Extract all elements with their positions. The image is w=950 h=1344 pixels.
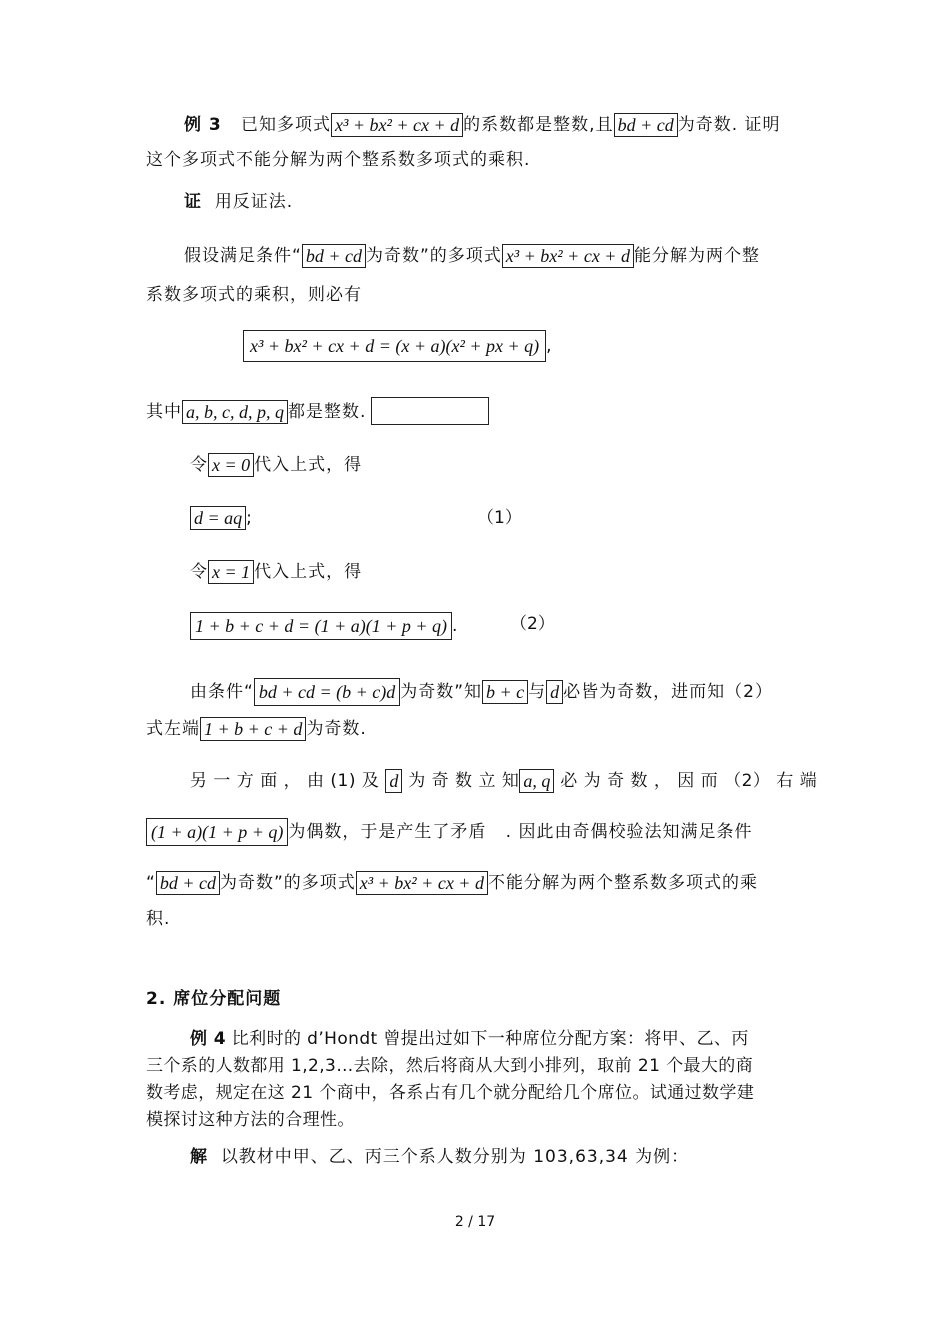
text: 由条件“ bbox=[190, 682, 254, 702]
solution-line bbox=[190, 1145, 689, 1169]
text: 都是整数. bbox=[288, 402, 367, 422]
text: 为奇数”的多项式 bbox=[365, 246, 502, 266]
text: “ bbox=[146, 873, 156, 893]
example3-line2: 这个多项式不能分解为两个整系数多项式的乘积. bbox=[146, 150, 531, 170]
bd-cd-formula: bd + cd bbox=[156, 871, 220, 895]
variables-formula: a, b, c, d, p, q bbox=[182, 400, 288, 424]
text: 必 为 奇 数 ， 因 而 （2） 右 端 bbox=[560, 771, 818, 791]
text: 令 bbox=[190, 562, 208, 582]
text: 为奇数”的多项式 bbox=[219, 873, 356, 893]
substitute-x0-line bbox=[190, 453, 362, 477]
polynomial-formula: x³ + bx² + cx + d bbox=[331, 113, 463, 137]
text: 假设满足条件“ bbox=[184, 246, 302, 266]
proof-label: 证 bbox=[184, 192, 202, 212]
assumption-line2: 系数多项式的乘积，则必有 bbox=[146, 285, 362, 305]
condition-formula: bd + cd = (b + c)d bbox=[254, 678, 400, 706]
integers-line bbox=[146, 400, 366, 424]
punct: ; bbox=[246, 508, 253, 528]
other-side-line2 bbox=[146, 818, 752, 846]
example3-line1 bbox=[184, 113, 781, 137]
right-side-formula: (1 + a)(1 + p + q) bbox=[146, 818, 288, 846]
text: . 因此由奇偶校验法知满足条件 bbox=[505, 822, 753, 842]
text: 代入上式，得 bbox=[254, 455, 363, 475]
equation2-formula: 1 + b + c + d = (1 + a)(1 + p + q) bbox=[190, 612, 452, 640]
polynomial-formula: x³ + bx² + cx + d bbox=[356, 871, 488, 895]
text: 另 一 方 面 ， 由 (1) 及 bbox=[190, 771, 380, 791]
d-formula: d bbox=[385, 769, 402, 793]
text: 不能分解为两个整系数多项式的乘 bbox=[487, 873, 758, 893]
x-equals-0-formula: x = 0 bbox=[208, 453, 254, 477]
bd-cd-formula: bd + cd bbox=[302, 244, 366, 268]
page-number: 2 / 17 bbox=[454, 1214, 496, 1230]
text: 已知多项式 bbox=[240, 115, 331, 135]
example4-line3: 数考虑，规定在这 21 个商中，各系占有几个就分配给几个席位。试通过数学建 bbox=[146, 1083, 755, 1103]
polynomial-formula: x³ + bx² + cx + d bbox=[502, 244, 634, 268]
d-formula: d bbox=[546, 680, 563, 704]
b-plus-c-formula: b + c bbox=[482, 680, 528, 704]
text: 与 bbox=[528, 682, 547, 702]
solution-label: 解 bbox=[190, 1147, 208, 1167]
conclusion-line1 bbox=[146, 871, 758, 895]
text: 为奇数. 证明 bbox=[677, 115, 781, 135]
text: 代入上式，得 bbox=[254, 562, 363, 582]
equation1-formula: d = aq bbox=[190, 506, 246, 530]
proof-method: 用反证法. bbox=[214, 192, 294, 212]
text: 为偶数，于是产生了矛盾 bbox=[288, 822, 487, 842]
example4-label: 例 4 bbox=[190, 1029, 226, 1049]
text: 为 奇 数 立 知 bbox=[408, 771, 520, 791]
condition-line2 bbox=[146, 717, 367, 741]
factorization-line bbox=[243, 330, 553, 362]
equation1-line bbox=[190, 506, 253, 530]
proof-line bbox=[184, 190, 293, 214]
text: 比利时的 d’Hondt 曾提出过如下一种席位分配方案：将甲、乙、丙 bbox=[231, 1029, 749, 1049]
section2-title: 2. 席位分配问题 bbox=[146, 989, 282, 1009]
text: 为奇数. bbox=[306, 719, 367, 739]
assumption-line1 bbox=[184, 244, 760, 268]
equation1-number: （1） bbox=[477, 508, 522, 528]
factorization-formula: x³ + bx² + cx + d = (x + a)(x² + px + q) bbox=[243, 330, 546, 362]
solution-text: 以教材中甲、乙、丙三个系人数分别为 103,63,34 为例： bbox=[220, 1147, 690, 1167]
example4-line1 bbox=[190, 1027, 749, 1051]
equation2-number: （2） bbox=[510, 614, 555, 634]
punct: , bbox=[546, 336, 553, 356]
equation2-line bbox=[190, 612, 458, 640]
example4-line2: 三个系的人数都用 1,2,3…去除，然后将商从大到小排列，取前 21 个最大的商 bbox=[146, 1056, 754, 1076]
other-side-line1 bbox=[190, 769, 817, 793]
text: 的系数都是整数,且 bbox=[463, 115, 614, 135]
conclusion-line2: 积. bbox=[146, 909, 171, 929]
condition-line1 bbox=[190, 678, 773, 706]
empty-formula-box bbox=[371, 397, 489, 425]
punct: . bbox=[452, 616, 459, 636]
example4-line4: 模探讨这种方法的合理性。 bbox=[146, 1110, 355, 1130]
a-q-formula: a, q bbox=[519, 769, 554, 793]
bd-cd-formula: bd + cd bbox=[614, 113, 678, 137]
example3-label: 例 3 bbox=[184, 115, 222, 135]
left-side-formula: 1 + b + c + d bbox=[200, 717, 306, 741]
text: 令 bbox=[190, 455, 208, 475]
text: 其中 bbox=[146, 402, 182, 422]
text: 为奇数”知 bbox=[400, 682, 483, 702]
text: 必皆为奇数，进而知（2） bbox=[563, 682, 773, 702]
x-equals-1-formula: x = 1 bbox=[208, 560, 254, 584]
substitute-x1-line bbox=[190, 560, 362, 584]
text: 能分解为两个整 bbox=[633, 246, 760, 266]
text: 式左端 bbox=[146, 719, 200, 739]
